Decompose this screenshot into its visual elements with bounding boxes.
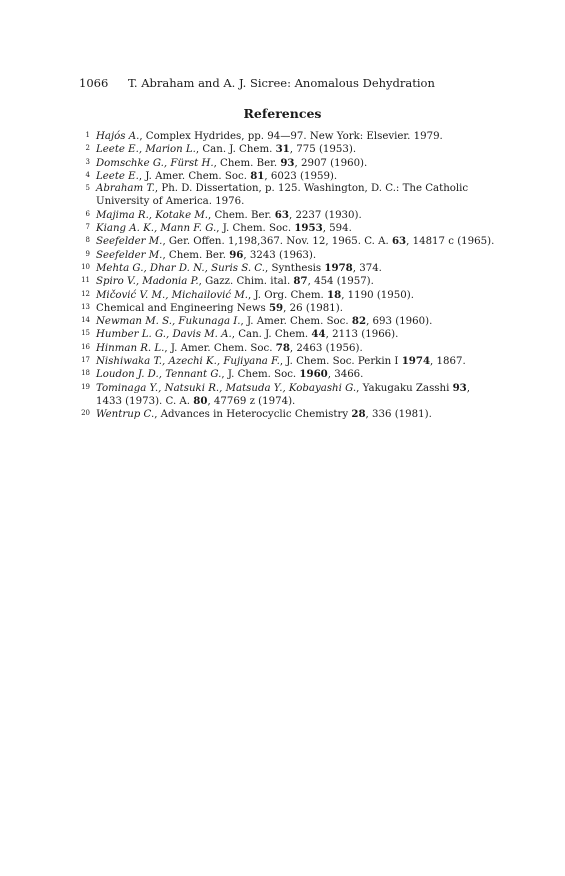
reference-authors: Newman M. S., Fukunaga I.: [96, 316, 241, 328]
reference-source: , J. Amer. Chem. Soc.: [138, 170, 251, 182]
reference-pages: , 26 (1981).: [283, 302, 343, 314]
reference-pages: , 2113 (1966).: [325, 329, 399, 341]
reference-number: 20: [81, 409, 90, 418]
reference-authors: Domschke G., Fürst H.: [96, 157, 214, 169]
reference-pages: , 1190 (1950).: [341, 289, 414, 301]
reference-pages: , 2463 (1956).: [289, 342, 363, 354]
reference-number: 11: [81, 276, 90, 285]
reference-volume: 87: [293, 275, 308, 288]
reference-authors: Majima R., Kotake M.: [96, 209, 209, 221]
reference-bold-year: 1960: [299, 368, 328, 381]
reference-item: [78, 143, 498, 156]
reference-authors: Hajós A.: [96, 131, 140, 142]
reference-item: [78, 368, 498, 381]
reference-number: 9: [85, 249, 90, 258]
reference-source: , Complex Hydrides, pp. 94—97. New York: Elsevier. 1979.: [139, 131, 443, 142]
reference-authors: Leete E.: [96, 170, 139, 182]
reference-number: 10: [81, 262, 90, 271]
reference-source: , J. Chem. Soc. Perkin I: [279, 356, 402, 368]
reference-authors: Nishiwaka T., Azechi K., Fujiyana F.: [96, 356, 280, 368]
reference-item: [78, 157, 498, 170]
reference-source: , Yakugaku Zasshi: [356, 382, 453, 394]
reference-volume: 18: [327, 288, 342, 301]
reference-pages: , 1433 (1973). C. A.: [96, 382, 471, 407]
reference-source: , J. Org. Chem.: [248, 289, 327, 301]
reference-authors: Loudon J. D., Tennant G.: [96, 369, 222, 381]
reference-pages: , 336 (1981).: [365, 409, 432, 421]
reference-volume: 93: [280, 156, 295, 169]
reference-pages: , 454 (1957).: [307, 276, 374, 288]
reference-item: [78, 342, 498, 355]
reference-pages: , 693 (1960).: [366, 316, 433, 328]
reference-volume: 81: [250, 169, 265, 182]
reference-list: [78, 130, 498, 422]
reference-source: , Gazz. Chim. ital.: [198, 276, 294, 288]
reference-item: [78, 328, 498, 341]
reference-item: [78, 209, 498, 222]
reference-authors: Mičović V. M., Michailović M.: [96, 289, 248, 301]
reference-bold-year: 1974: [401, 355, 431, 368]
reference-volume: 28: [351, 408, 366, 421]
reference-pages: , 6023 (1959).: [264, 170, 338, 182]
reference-source: , Synthesis: [264, 262, 325, 274]
reference-source: Chemical and Engineering News: [96, 302, 269, 314]
reference-number: 3: [85, 157, 90, 166]
reference-number: 5: [85, 184, 90, 193]
reference-source: , Chem. Ber.: [213, 157, 281, 169]
reference-item: [78, 130, 498, 143]
reference-item: [78, 289, 498, 302]
reference-tail: , 3466.: [327, 369, 364, 381]
running-head: [79, 76, 435, 90]
reference-item: [78, 302, 498, 315]
reference-source: , Ger. Offen. 1,198,367. Nov. 12, 1965. C. A.: [162, 236, 392, 248]
reference-item: [78, 183, 498, 209]
reference-source: , Chem. Ber.: [162, 249, 230, 261]
reference-tail: , 374.: [352, 262, 382, 274]
reference-number: 8: [85, 236, 90, 245]
reference-number: 12: [81, 289, 90, 298]
reference-pages: , 14817 c (1965).: [406, 236, 495, 248]
reference-bold-year: 1953: [294, 222, 323, 235]
reference-bold-year: 80: [193, 394, 208, 407]
reference-volume: 44: [311, 328, 326, 341]
reference-volume: 96: [229, 248, 244, 261]
reference-authors: Humber L. G., Davis M. A.: [96, 329, 232, 341]
reference-number: 19: [81, 382, 90, 391]
reference-number: 16: [81, 342, 90, 351]
reference-item: [78, 249, 498, 262]
reference-authors: Hinman R. L.: [96, 342, 165, 354]
reference-source: , J. Amer. Chem. Soc.: [164, 342, 276, 354]
reference-tail: , 47769 z (1974).: [207, 395, 296, 407]
reference-volume: 63: [274, 208, 289, 221]
reference-volume: 59: [268, 301, 284, 314]
reference-bold-year: 1978: [324, 261, 353, 274]
reference-number: 6: [85, 209, 90, 218]
reference-authors: Mehta G., Dhar D. N., Suris S. C.: [96, 262, 265, 274]
reference-volume: 31: [275, 143, 290, 156]
reference-number: 2: [85, 144, 90, 153]
reference-source: , Can. J. Chem.: [231, 329, 312, 341]
references-heading: References: [243, 106, 322, 121]
reference-authors: Seefelder M.: [96, 236, 163, 248]
reference-authors: Tominaga Y., Natsuki R., Matsuda Y., Kobayashi G.: [96, 382, 357, 394]
reference-tail: , 1867.: [430, 356, 466, 368]
reference-pages: , 2907 (1960).: [294, 157, 368, 169]
reference-source: , J. Chem. Soc.: [216, 223, 295, 235]
reference-pages: , 3243 (1963).: [243, 249, 317, 261]
reference-source: , Can. J. Chem.: [195, 144, 276, 156]
reference-pages: , 2237 (1930).: [288, 209, 362, 221]
reference-volume: 63: [391, 235, 407, 248]
running-title: T. Abraham and A. J. Sicree: Anomalous Dehydration: [127, 76, 435, 90]
reference-number: 14: [81, 316, 90, 325]
reference-item: [78, 275, 498, 288]
reference-authors: Leete E., Marion L.: [96, 144, 196, 156]
reference-source: , Advances in Heterocyclic Chemistry: [154, 409, 352, 421]
reference-number: 18: [81, 369, 90, 378]
reference-authors: Spiro V., Madonia P.: [96, 276, 199, 288]
reference-volume: 93: [452, 381, 467, 394]
reference-item: [78, 408, 498, 421]
reference-source: , J. Amer. Chem. Soc.: [240, 316, 352, 328]
reference-source: , J. Chem. Soc.: [221, 369, 300, 381]
reference-number: 7: [85, 223, 90, 232]
page-number: 1066: [79, 76, 109, 90]
reference-source: , Chem. Ber.: [208, 209, 275, 221]
reference-authors: Abraham T.: [96, 183, 155, 195]
reference-item: [78, 222, 498, 235]
reference-source: , Ph. D. Dissertation, p. 125. Washington, D. C.: The Catholic University of America. 1976.: [96, 183, 469, 208]
reference-number: 15: [81, 329, 90, 338]
reference-volume: 78: [275, 341, 290, 354]
reference-number: 13: [81, 302, 90, 311]
reference-volume: 82: [351, 315, 367, 328]
reference-number: 1: [85, 131, 90, 139]
reference-item: [78, 382, 498, 409]
reference-item: [78, 235, 498, 248]
reference-item: [78, 315, 498, 328]
reference-item: [78, 262, 498, 275]
reference-authors: Kiang A. K., Mann F. G.: [96, 223, 217, 235]
reference-item: [78, 170, 498, 183]
reference-number: 4: [85, 170, 90, 179]
reference-item: [78, 355, 498, 368]
reference-number: 17: [81, 356, 90, 365]
reference-authors: Seefelder M.: [96, 249, 163, 261]
reference-pages: , 775 (1953).: [289, 144, 357, 156]
reference-tail: , 594.: [322, 223, 352, 235]
reference-authors: Wentrup C.: [96, 409, 155, 421]
